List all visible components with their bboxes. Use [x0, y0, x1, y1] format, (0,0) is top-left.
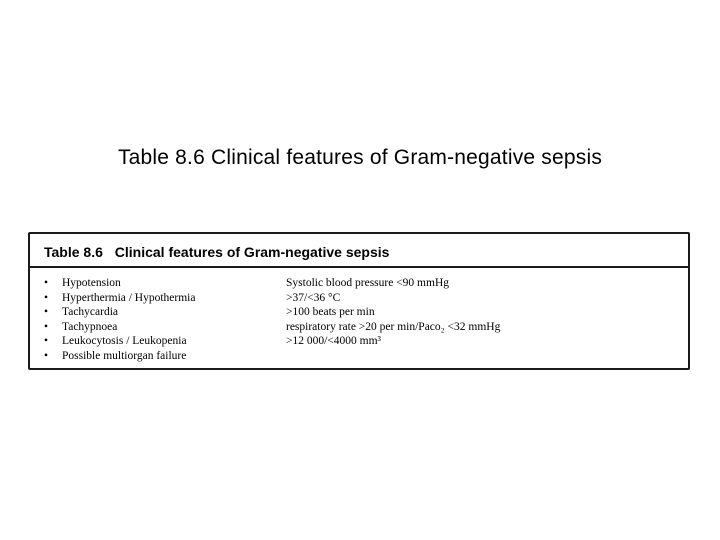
bullet-icon: • — [44, 291, 49, 304]
table-row — [30, 320, 688, 335]
feature-cell: Hypotension — [62, 277, 121, 289]
table-caption-number: Table 8.6 — [44, 244, 103, 260]
feature-cell: Tachypnoea — [62, 320, 118, 333]
bullet-icon: • — [44, 320, 49, 333]
bullet-icon: • — [44, 306, 49, 318]
feature-cell: Possible multiorgan failure — [62, 349, 187, 362]
table-row — [30, 291, 688, 306]
table-caption — [30, 234, 688, 268]
bullet-icon: • — [44, 277, 49, 289]
table-caption-text: Clinical features of Gram-negative sepsis — [114, 244, 390, 260]
clinical-features-table — [28, 232, 690, 370]
criterion-cell: >37/<36 °C — [286, 291, 341, 304]
table-row — [30, 305, 688, 320]
criterion-cell: Systolic blood pressure <90 mmHg — [286, 277, 450, 289]
criterion-cell: >12 000/<4000 mm³ — [286, 335, 382, 347]
table-row — [30, 334, 688, 349]
table-body — [30, 276, 688, 363]
feature-cell: Leukocytosis / Leukopenia — [62, 335, 187, 347]
bullet-icon: • — [44, 335, 49, 347]
feature-cell: Hyperthermia / Hypothermia — [62, 291, 196, 304]
bullet-icon: • — [44, 349, 49, 362]
criterion-cell: >100 beats per min — [286, 306, 375, 318]
table-row — [30, 276, 688, 291]
table-row — [30, 349, 688, 364]
feature-cell: Tachycardia — [62, 306, 119, 318]
slide-title: Table 8.6 Clinical features of Gram-negative sepsis — [117, 146, 603, 169]
criterion-cell: respiratory rate >20 per min/Paco₂ <32 mmHg — [286, 320, 501, 333]
